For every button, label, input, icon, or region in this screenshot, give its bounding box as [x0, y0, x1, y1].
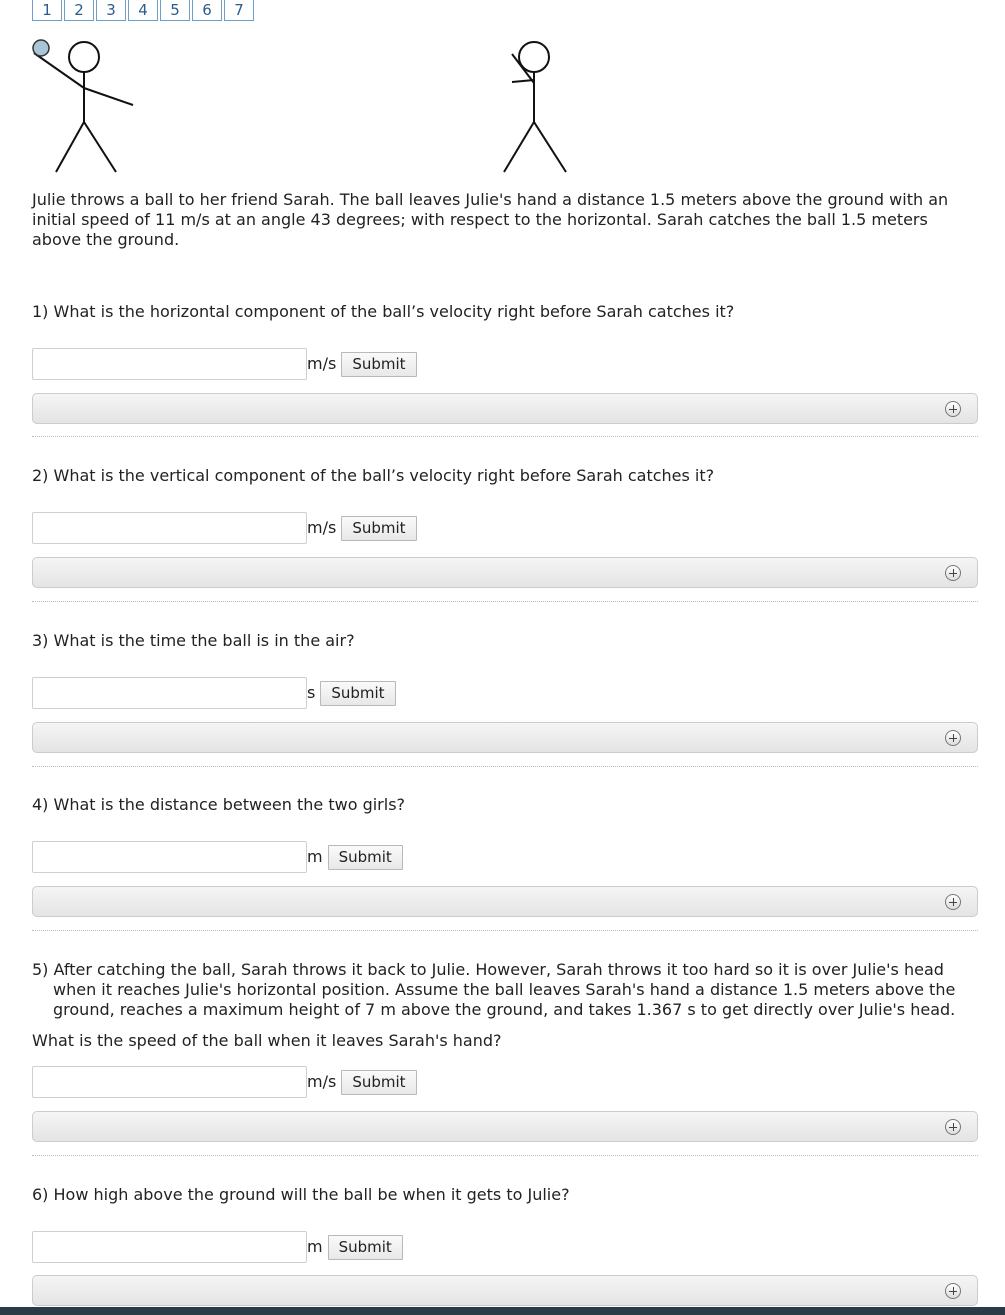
answer-row	[32, 1066, 417, 1098]
question-text: 6) How high above the ground will the ball be when it gets to Julie?	[32, 1185, 570, 1204]
unit-label: m/s	[307, 354, 337, 373]
hint-expander[interactable]	[32, 1275, 978, 1306]
hint-expander[interactable]	[32, 393, 978, 424]
submit-button[interactable]: Submit	[341, 516, 416, 541]
page-tab-3[interactable]: 3	[96, 0, 126, 21]
page-tab-7[interactable]: 7	[224, 0, 254, 21]
unit-label: m	[307, 847, 323, 866]
unit-label: m/s	[307, 518, 337, 537]
question-6	[32, 1185, 978, 1256]
answer-row	[32, 348, 417, 380]
question-4	[32, 795, 978, 866]
page-tab-2[interactable]: 2	[64, 0, 94, 21]
answer-row	[32, 512, 417, 544]
question-text: 2) What is the vertical component of the ball’s velocity right before Sarah catches it?	[32, 466, 715, 485]
ball	[33, 40, 49, 56]
separator	[32, 436, 978, 437]
question-text: 3) What is the time the ball is in the air?	[32, 631, 355, 650]
page-tab-5[interactable]: 5	[160, 0, 190, 21]
hint-expander[interactable]	[32, 557, 978, 588]
stick-figures-illustration	[28, 38, 588, 178]
answer-row	[32, 841, 403, 873]
plus-icon[interactable]	[945, 1283, 961, 1299]
question-subtext: What is the speed of the ball when it leaves Sarah's hand?	[32, 1031, 502, 1050]
unit-label: s	[307, 683, 316, 702]
separator	[32, 601, 978, 602]
page-tab-4[interactable]: 4	[128, 0, 158, 21]
plus-icon[interactable]	[945, 1119, 961, 1135]
submit-button[interactable]: Submit	[320, 681, 395, 706]
submit-button[interactable]: Submit	[341, 352, 416, 377]
question-2	[32, 466, 978, 537]
page-tab-6[interactable]: 6	[192, 0, 222, 21]
answer-input[interactable]	[32, 1231, 307, 1263]
plus-icon[interactable]	[945, 401, 961, 417]
question-1	[32, 302, 978, 373]
julie-figure	[34, 42, 133, 172]
hint-expander[interactable]	[32, 722, 978, 753]
hint-expander[interactable]	[32, 1111, 978, 1142]
problem-intro: Julie throws a ball to her friend Sarah. The ball leaves Julie's hand a distance 1.5 meters above the ground with an initial speed of 11 m/s at an angle 43 degrees; with respect to the horizontal. Sarah catches the ball 1.5 meters above the ground.	[32, 190, 949, 249]
footer-bar	[0, 1307, 1005, 1315]
answer-input[interactable]	[32, 512, 307, 544]
separator	[32, 1155, 978, 1156]
unit-label: m/s	[307, 1072, 337, 1091]
question-text: 5) After catching the ball, Sarah throws it back to Julie. However, Sarah throws it too hard so it is over Julie's head when it reaches Julie's horizontal position. Assume the ball leaves Sarah's hand a distance 1.5 meters above the ground, reaches a maximum height of 7 m above the ground, and takes 1.367 s to get directly over Julie's head.	[32, 960, 956, 1019]
page-tab-1[interactable]: 1	[32, 0, 62, 21]
separator	[32, 930, 978, 931]
question-5	[32, 960, 978, 1091]
question-text: 4) What is the distance between the two girls?	[32, 795, 406, 814]
plus-icon[interactable]	[945, 894, 961, 910]
submit-button[interactable]: Submit	[341, 1070, 416, 1095]
unit-label: m	[307, 1237, 323, 1256]
plus-icon[interactable]	[945, 730, 961, 746]
sarah-figure	[504, 42, 566, 172]
answer-input[interactable]	[32, 841, 307, 873]
answer-input[interactable]	[32, 677, 307, 709]
hint-expander[interactable]	[32, 886, 978, 917]
answer-row	[32, 677, 396, 709]
page-tabs	[32, 0, 256, 21]
separator	[32, 766, 978, 767]
answer-input[interactable]	[32, 348, 307, 380]
answer-input[interactable]	[32, 1066, 307, 1098]
answer-row	[32, 1231, 403, 1263]
question-text: 1) What is the horizontal component of the ball’s velocity right before Sarah catches it?	[32, 302, 735, 321]
question-3	[32, 631, 978, 702]
submit-button[interactable]: Submit	[328, 1235, 403, 1260]
plus-icon[interactable]	[945, 565, 961, 581]
submit-button[interactable]: Submit	[328, 845, 403, 870]
